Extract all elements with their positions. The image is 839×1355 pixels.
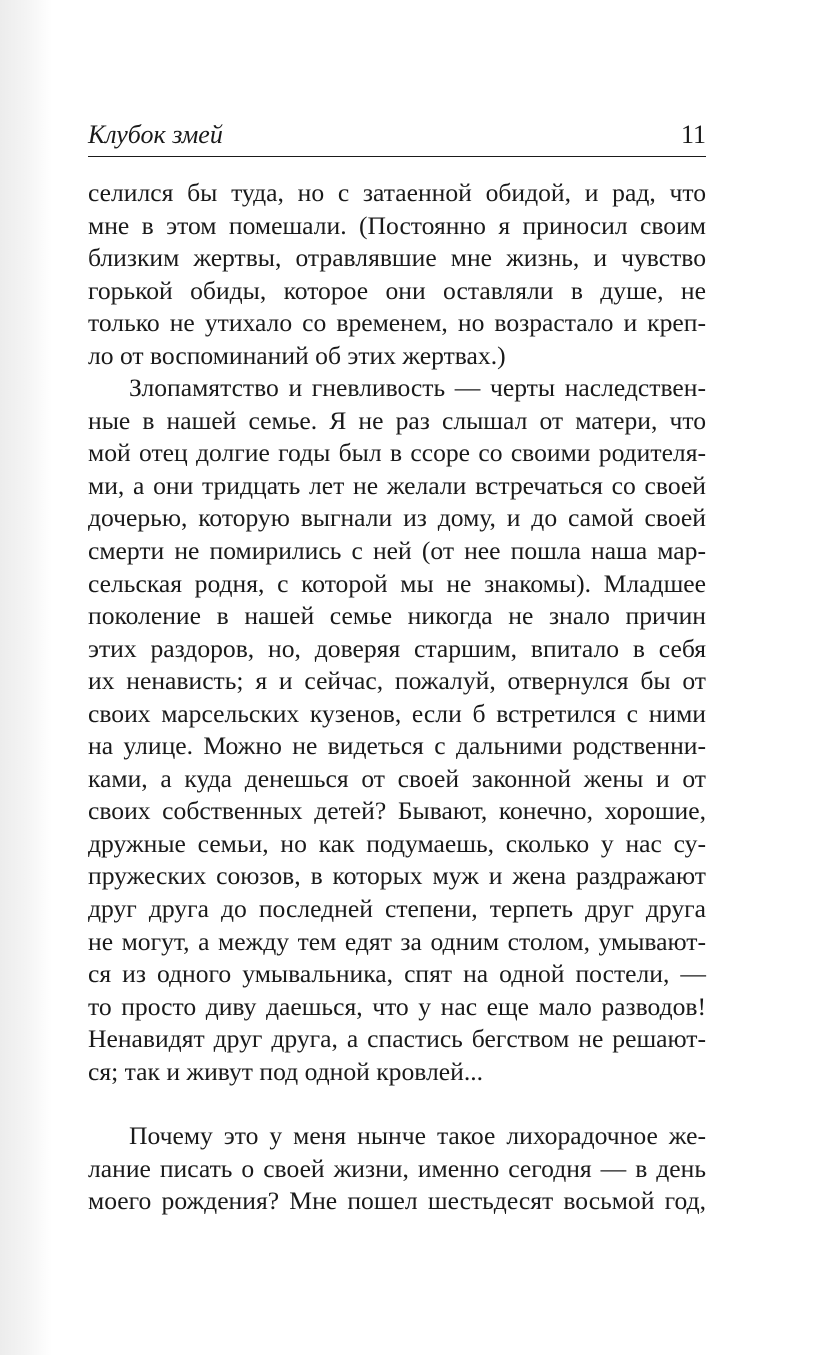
text-line: близким жертвы, отравлявшие мне жизнь, и чувство (88, 243, 706, 273)
text-line: своих марсельских кузенов, если б встретился с ними (88, 698, 706, 728)
book-title: Клубок змей (88, 120, 223, 149)
text-line: ками, а куда денешься от своей законной жены и от (88, 763, 706, 793)
text-line: горькой обиды, которое они оставляли в душе, не (88, 275, 706, 305)
text-line: на улице. Можно не видеться с дальними родственни- (88, 731, 706, 761)
text-line: Почему это у меня нынче такое лихорадочное же- (129, 1121, 706, 1151)
text-line: этих раздоров, но, доверяя старшим, впитало в себя (88, 633, 706, 663)
text-line: ся из одного умывальника, спят на одной постели, — (88, 959, 706, 989)
section-break (88, 1088, 706, 1120)
text-line: друг друга до последней степени, терпеть друг друга (88, 894, 706, 924)
text-line: ми, а они тридцать лет не желали встречаться со своей (88, 470, 706, 500)
text-line: не могут, а между тем едят за одним столом, умывают- (88, 926, 706, 956)
text-line: моего рождения? Мне пошел шестьдесят восьмой год, (88, 1186, 706, 1216)
text-line: сельская родня, с которой мы не знакомы). Младшее (88, 568, 706, 598)
text-line: Ненавидят друг друга, а спастись бегством не решают- (88, 1024, 706, 1054)
text-line: поколение в нашей семье никогда не знало причин (88, 601, 706, 631)
text-line: их ненависть; я и сейчас, пожалуй, отвернулся бы от (88, 666, 706, 696)
text-line: ные в нашей семье. Я не раз слышал от матери, что (88, 405, 706, 435)
text-line: селился бы туда, но с затаенной обидой, и рад, что (88, 178, 706, 207)
text-line: своих собственных детей? Бывают, конечно, хорошие, (88, 796, 706, 826)
text-line: дружные семьи, но как подумаешь, сколько у нас су- (88, 828, 706, 858)
paragraph-3 (88, 1120, 706, 1218)
paragraph-2 (88, 372, 706, 1088)
text-line: ло от воспоминаний об этих жертвах.) (88, 340, 506, 370)
paragraph-1 (88, 177, 706, 372)
text-line: Злопамятство и гневливость — черты наследствен- (129, 373, 706, 403)
text-line: то просто диву даешься, что у нас еще мало разводов! (88, 991, 706, 1021)
text-line: лание писать о своей жизни, именно сегодня — в день (88, 1153, 706, 1183)
text-line: ся; так и живут под одной кровлей... (88, 1056, 484, 1086)
text-line: мой отец долгие годы был в ссоре со своими родителя- (88, 438, 706, 468)
running-header (88, 118, 706, 157)
body-text (88, 177, 706, 1218)
text-line: только не утихало со временем, но возрастало и креп- (88, 308, 706, 338)
text-line: смерти не помирились с ней (от нее пошла наша мар- (88, 536, 706, 566)
page-number: 11 (680, 120, 706, 149)
text-line: пружеских союзов, в которых муж и жена раздражают (88, 861, 706, 891)
text-line: мне в этом помешали. (Постоянно я приносил своим (88, 210, 706, 240)
page-edge-shadow (0, 0, 52, 1355)
text-line: дочерью, которую выгнали из дому, и до самой своей (88, 503, 706, 533)
